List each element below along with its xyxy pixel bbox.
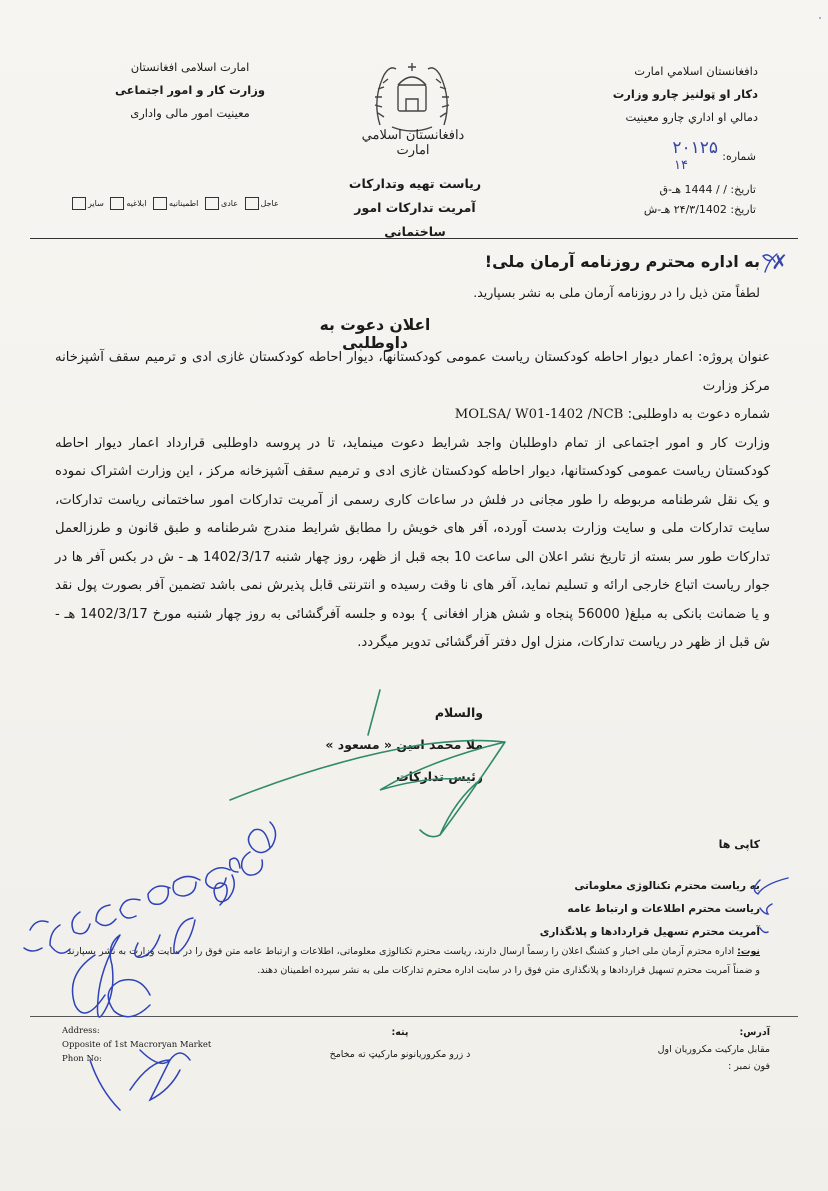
addressee-line: به اداره محترم روزنامه آرمان ملی! <box>484 252 760 271</box>
reference-number-label: شماره: <box>722 150 756 163</box>
copies-title: کاپی ها <box>718 838 760 851</box>
checkbox-normal[interactable]: عادی <box>205 197 238 210</box>
date-hijri-shamsi: تاریخ: ۲۴/۳/1402 هـ-ش <box>643 203 756 216</box>
reference-label: شماره دعوت به داوطلبی: <box>627 407 770 422</box>
announcement-heading: اعلان دعوت به داوطلبی <box>319 316 431 352</box>
footer-english-label: Address: <box>62 1026 100 1036</box>
checkbox-urgent[interactable]: عاجل <box>245 197 279 210</box>
note-block <box>60 942 760 980</box>
footer-address-text: مقابل مارکیت مکروریان اول <box>657 1044 770 1055</box>
request-line: لطفاً متن ذیل را در روزنامه آرمان ملی به نشر بسپارید. <box>473 285 760 300</box>
announcement-body <box>55 344 770 658</box>
date-block <box>644 180 756 220</box>
project-title: عنوان پروژه: اعمار دیوار احاطه کودکستان ریاست عمومی کودکستانها، دیوار احاطه کودکستان غازی ادی و ترمیم سقف آشپزخانه مرکز وزارت <box>55 350 770 394</box>
footer-address-label: آدرس: <box>739 1027 770 1038</box>
center-title-line1: ریاست تهیه وتدارکات <box>348 176 482 191</box>
copies-list <box>540 875 760 944</box>
footer-english-text: Opposite of 1st Macroryan Market <box>62 1040 212 1050</box>
reference-code: MOLSA/ W01-1402 /NCB <box>454 407 624 422</box>
handwritten-number-sub: ۱۴ <box>674 158 688 173</box>
announcement-text: وزارت کار و امور اجتماعی از تمام داوطلبان واجد شرایط دعوت مینماید، تا در پروسه داوطلبی قرارداد اعمار دیوار احاطه کودکستان ریاست عمومی کودکستانها، دیوار احاطه کودکستان غازی ادی و ترمیم سقف آشپزخانه مرکز ، این وزارت اشتراک نموده و یک نقل شرطنامه مربوطه را طور مجانی در فلش در ساعات کاری رسمی از آمریت تدارکات امور ساختمانی ریاست تدارکات، سایت تدارکات ملی و سایت وزارت بدست آورده، آفر های خویش را مطابق شرایط مندرج شرطنامه و طبق قانون و طرزالعمل تدارکات طور سر بسته از تاریخ نشر اعلان الی ساعت 10 بجه قبل از ظهر، روز چهار شنبه 1402/3/17 هـ - ش در بکس آفر ها در جوار ریاست اتباع خارجی ارائه و تسلیم نماید، آفر های نا وقت رسیده و انترنتی قابل پذیرش نمی باشد تضمین آفر بصورت پول نقد و یا ضمانت بانکی به مبلغ( 56000 پنجاه و شش هزار افغانی } بوده و جلسه آفرگشائی به روز چهار شنبه مورخ 1402/3/17 هـ - ش قبل از ظهر در ریاست تدارکات، منزل اول دفتر آفرگشائی تدویر میگردد. <box>55 435 771 650</box>
checkbox-notification[interactable]: ابلاغیه <box>110 197 146 210</box>
checkbox-confirmation[interactable]: اطمینانیه <box>153 197 198 210</box>
footer-address-english <box>62 1024 211 1066</box>
date-hijri-qamari: تاریخ: / / 1444 هـ-ق <box>659 183 756 196</box>
signatory-name: ملا محمد امین « مسعود » <box>325 737 483 752</box>
note-label: نوت: <box>737 946 760 957</box>
signature-block <box>323 697 483 793</box>
header-left-line1: امارت اسلامی افغانستان <box>130 60 250 74</box>
priority-checkboxes <box>68 197 279 210</box>
footer-english-phone: Phon No: <box>62 1054 102 1064</box>
copy-item: آمریت محترم تسهیل قراردادها و پلانگذاری <box>539 926 760 938</box>
header-right-line2: دکار او ټولنیز چارو وزارت <box>612 87 758 101</box>
signatory-title: رئیس تدارکات <box>396 769 483 784</box>
footer-phone-label: فون نمبر : <box>728 1061 770 1072</box>
header-right-line3: دمالي او اداري چارو معینیت <box>625 110 758 124</box>
reference-line <box>55 401 770 430</box>
header-left-line3: معینیت امور مالی واداری <box>130 106 250 120</box>
handwritten-x-mark: ✗ <box>771 250 788 274</box>
copy-item: ریاست محترم اطلاعات و ارتباط عامه <box>567 903 760 915</box>
handwritten-number: ۲۰۱۲۵ <box>672 138 718 158</box>
signature-closing: والسلام <box>434 705 483 720</box>
note-text: اداره محترم آرمان ملی اخبار و کشنگ اعلان را رسماً ارسال دارند، ریاست محترم تکنالوژی معلوماتی، اطلاعات و ارتباط عامه متن فوق را در سایت وزارت به نشر بسپارند و ضمناً آمریت محترم تسهیل قراردادها و پلانگذاری متن فوق را در سایت اداره محترم تدارکات ملی به نشر سپرده اطمینان دهند. <box>66 946 760 976</box>
header-right-block <box>518 60 758 129</box>
footer-pashto-label: پته: <box>391 1027 409 1038</box>
header-left-block <box>110 56 270 125</box>
footer-pashto-text: د زرو مکروریانونو مارکیټ ته مخامخ <box>329 1049 471 1060</box>
header-left-line2: وزارت کار و امور اجتماعی <box>114 83 265 97</box>
center-title-block <box>330 172 500 244</box>
footer-address-dari <box>658 1024 770 1075</box>
checkbox-other[interactable]: سایر <box>72 197 104 210</box>
header-divider <box>30 238 798 239</box>
copy-item: به ریاست محترم تکنالوژی معلوماتی <box>574 880 760 892</box>
footer-divider <box>30 1016 798 1017</box>
emblem-calligraphy: دافغانستان اسلامي امارت <box>361 128 465 158</box>
center-title-line2: آمریت تدارکات امور ساختمانی <box>354 200 476 239</box>
footer-address-pashto <box>300 1022 500 1066</box>
header-right-line1: دافغانستان اسلامي امارت <box>634 64 758 78</box>
